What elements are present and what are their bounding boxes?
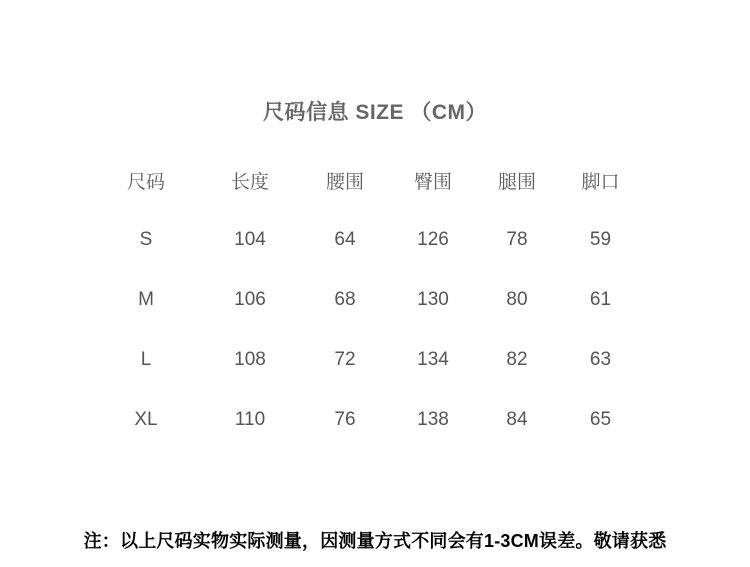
measurement-value: 126 (417, 229, 449, 250)
measurement-value: 138 (417, 409, 449, 430)
measurement-value: 134 (417, 349, 449, 370)
size-label: L (140, 349, 152, 370)
column-header-length: 长度 (230, 171, 269, 193)
size-label: M (138, 289, 154, 310)
measurement-value: 104 (234, 229, 266, 250)
size-label: S (139, 229, 153, 250)
measurement-value: 63 (589, 349, 612, 370)
column-header-thigh: 腿围 (497, 171, 536, 193)
measurement-value: 64 (334, 229, 356, 250)
measurement-value: 130 (417, 289, 449, 310)
measurement-value: 108 (234, 349, 266, 370)
measurement-value: 78 (506, 229, 528, 250)
column-header-cuff: 脚口 (581, 171, 620, 193)
measurement-value: 110 (234, 409, 266, 430)
measurement-value: 80 (506, 289, 528, 310)
measurement-value: 76 (334, 409, 356, 430)
column-header-size: 尺码 (126, 171, 165, 193)
measurement-value: 82 (506, 349, 528, 370)
page-title: 尺码信息 SIZE （CM） (262, 101, 487, 124)
measurement-value: 61 (589, 289, 612, 310)
column-header-hip: 臀围 (413, 171, 452, 193)
size-label: XL (134, 409, 158, 430)
measurement-value: 68 (334, 289, 356, 310)
measurement-value: 72 (334, 349, 356, 370)
measurement-value: 59 (589, 229, 612, 250)
measurement-note: 注：以上尺码实物实际测量，因测量方式不同会有1-3CM误差。敬请获悉 (83, 531, 667, 551)
column-header-waist: 腰围 (325, 171, 364, 193)
measurement-value: 106 (234, 289, 266, 310)
measurement-value: 65 (589, 409, 612, 430)
measurement-value: 84 (506, 409, 528, 430)
size-table (92, 150, 643, 450)
